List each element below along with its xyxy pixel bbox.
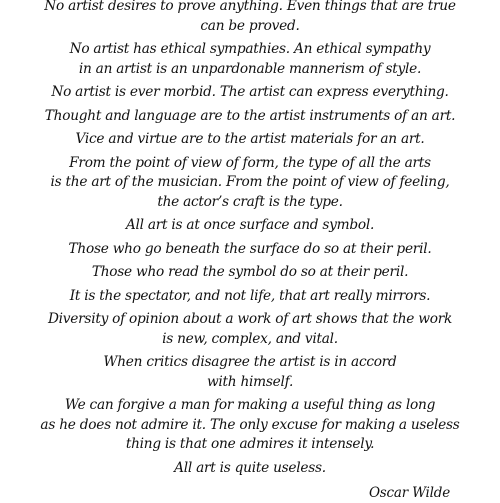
aphorism	[0, 154, 500, 213]
aphorism	[0, 459, 500, 479]
aphorism-line: Vice and virtue are to the artist materials for an art.	[75, 131, 425, 147]
aphorism	[0, 83, 500, 103]
aphorism	[0, 216, 500, 236]
aphorism-line: All art is quite useless.	[174, 459, 326, 476]
aphorism-line: with himself.	[206, 373, 294, 390]
aphorism-line: Diversity of opinion about a work of art shows that the work	[47, 311, 453, 327]
aphorism-line: as he does not admire it. The only excuse for making a useless	[40, 416, 460, 433]
aphorism	[0, 263, 500, 283]
aphorism-line: Thought and language are to the artist instruments of an art.	[44, 107, 456, 124]
aphorism	[0, 287, 500, 307]
aphorism-line: is the art of the musician. From the point of view of feeling,	[50, 174, 450, 190]
aphorism-line: thing is that one admires it intensely.	[125, 436, 375, 452]
aphorism-line: No artist desires to prove anything. Even things that are true	[44, 0, 456, 14]
aphorism-line: All art is at once surface and symbol.	[125, 217, 375, 233]
aphorism-line: It is the spectator, and not life, that art really mirrors.	[69, 287, 431, 304]
aphorism-line: can be proved.	[200, 17, 300, 34]
aphorism-line: We can forgive a man for making a useful thing as long	[64, 397, 436, 413]
aphorism-line: Those who go beneath the surface do so at their peril.	[68, 240, 432, 257]
aphorism-line: No artist is ever morbid. The artist can express everything.	[51, 84, 449, 100]
aphorism	[0, 310, 500, 349]
aphorism-line: Those who read the symbol do so at their peril.	[91, 264, 409, 280]
aphorism	[0, 130, 500, 150]
aphorism	[0, 0, 500, 36]
aphorism-line: From the point of view of form, the type of all the arts	[69, 154, 431, 171]
aphorism-line: is new, complex, and vital.	[162, 330, 338, 347]
aphorism-line: When critics disagree the artist is in accord	[103, 354, 397, 370]
aphorism	[0, 353, 500, 392]
author-signature: Oscar Wilde	[368, 485, 450, 501]
aphorism-line: No artist has ethical sympathies. An ethical sympathy	[69, 41, 431, 57]
aphorism-line: in an artist is an unpardonable mannerism of style.	[78, 60, 422, 77]
aphorism	[0, 396, 500, 455]
aphorism	[0, 240, 500, 260]
aphorism	[0, 107, 500, 127]
aphorism-line: the actor’s craft is the type.	[157, 193, 343, 210]
aphorism	[0, 40, 500, 79]
